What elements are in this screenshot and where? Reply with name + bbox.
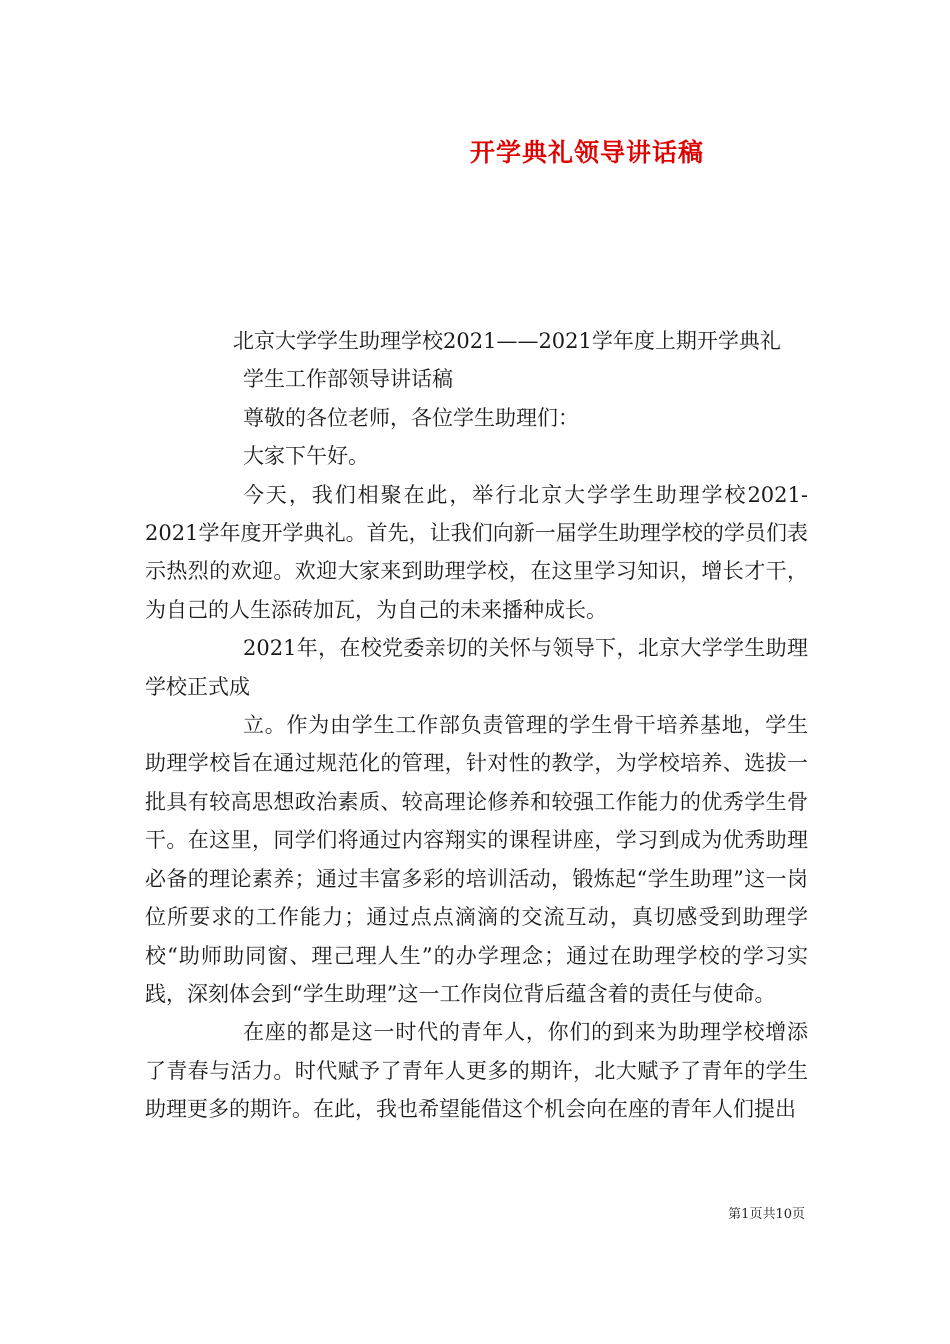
greeting: 大家下午好。	[243, 444, 369, 469]
paragraph-4: 在座的都是这一时代的青年人，你们的到来为助理学校增添了青春与活力。时代赋予了青年人更多的期许，北大赋予了青年的学生助理更多的期许。在此，我也希望能借这个机会向在座的青年人们提出	[145, 1020, 808, 1122]
subtitle-line-2: 学生工作部领导讲话稿	[243, 367, 453, 392]
document-body	[145, 322, 808, 1129]
salutation: 尊敬的各位老师，各位学生助理们：	[243, 405, 579, 430]
paragraph-3: 立。作为由学生工作部负责管理的学生骨干培养基地，学生助理学校旨在通过规范化的管理，针对性的教学，为学校培养、选拔一批具有较高思想政治素质、较高理论修养和较强工作能力的优秀学生骨干。在这里，同学们将通过内容翔实的课程讲座，学习到成为优秀助理必备的理论素养；通过丰富多彩的培训活动，锻炼起“学生助理”这一岗位所要求的工作能力；通过点点滴滴的交流互动，真切感受到助理学校“助师助同窗、理己理人生”的办学理念；通过在助理学校的学习实践，深刻体会到“学生助理”这一工作岗位背后蕴含着的责任与使命。	[145, 713, 808, 1006]
document-title: 开学典礼领导讲话稿	[470, 138, 705, 167]
paragraph-2: 2021年，在校党委亲切的关怀与领导下，北京大学学生助理学校正式成	[145, 636, 808, 699]
paragraph-1: 今天，我们相聚在此，举行北京大学学生助理学校2021-2021学年度开学典礼。首先，让我们向新一届学生助理学校的学员们表示热烈的欢迎。欢迎大家来到助理学校，在这里学习知识，增长才干，为自己的人生添砖加瓦，为自己的未来播种成长。	[145, 482, 808, 622]
subtitle-line-1: 北京大学学生助理学校2021——2021学年度上期开学典礼	[233, 329, 781, 353]
page-number-footer: 第1页共10页	[728, 1207, 805, 1222]
